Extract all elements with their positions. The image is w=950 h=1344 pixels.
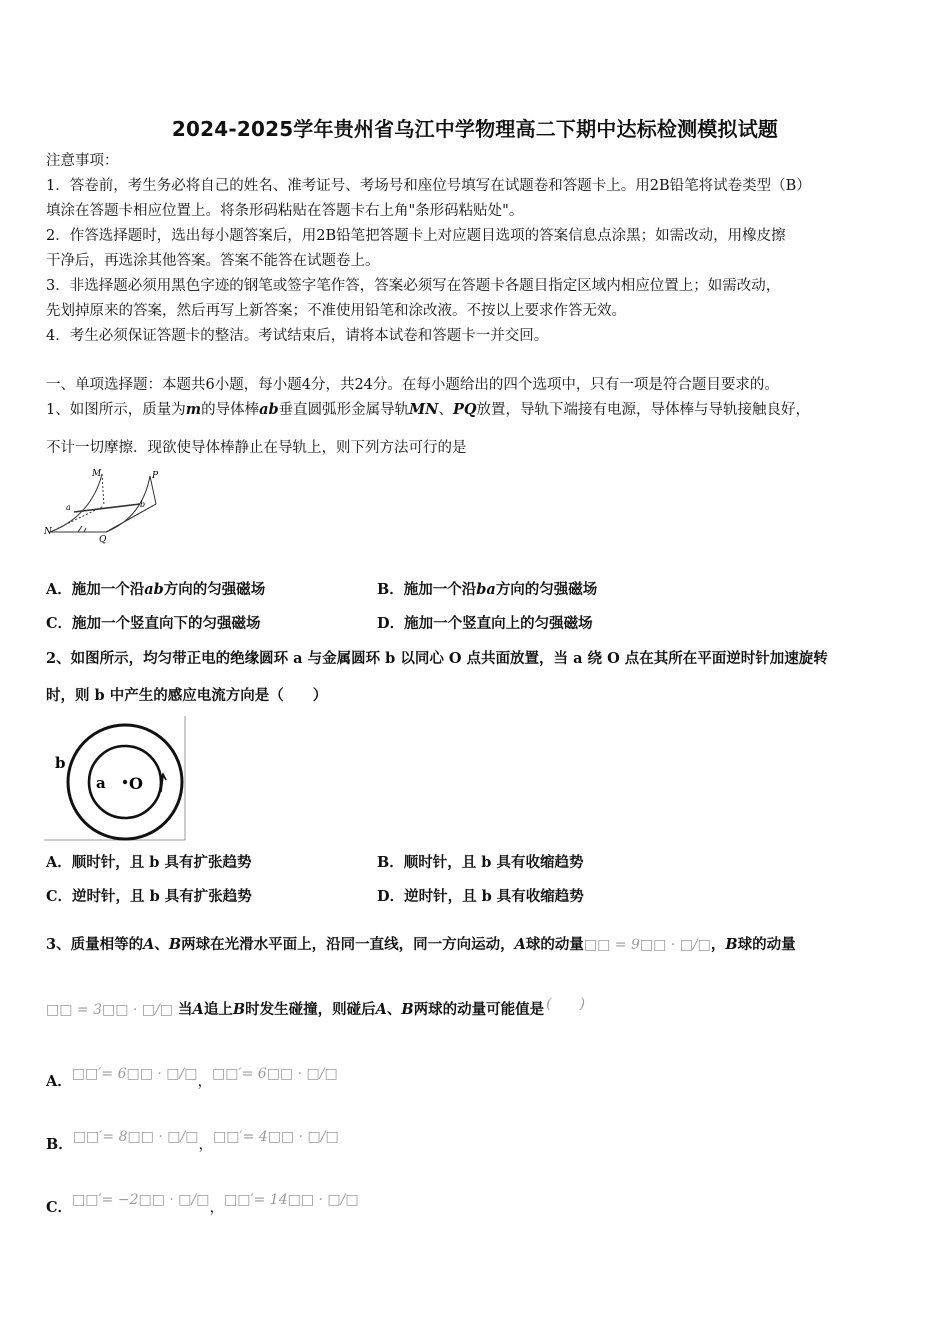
q3-option-c[interactable]	[46, 1192, 359, 1218]
page-title: 2024-2025学年贵州省乌江中学物理高二下期中达标检测模拟试题	[171, 117, 779, 141]
q3-option-a[interactable]	[46, 1066, 338, 1092]
q1-stem-line2: 不计一切摩擦．现欲使导体棒静止在导轨上，则下列方法可行的是	[46, 440, 467, 456]
q2-option-b[interactable]: B．顺时针，且 b 具有收缩趋势	[377, 854, 584, 871]
q3-var-b: B	[232, 1001, 246, 1018]
q3-text: 球的动量	[525, 936, 584, 953]
q3-text: ，	[710, 936, 726, 953]
q3-option-label: B．	[46, 1136, 73, 1153]
notice-line: 2．作答选择题时，选出每小题答案后，用2B铅笔把答题卡上对应题目选项的答案信息点涂黑；如需改动，用橡皮擦	[46, 228, 786, 244]
q1-text: 的导体棒	[201, 402, 260, 418]
q3-stem-line1	[46, 935, 796, 955]
q3-text: 两球的动量可能值是	[413, 1001, 545, 1018]
q3-stem-line2	[46, 996, 586, 1020]
notice-line: 3．非选择题必须用黑色字迹的钢笔或签字笔作答，答案必须写在答题卡各题目指定区域内相应位置上；如需改动，	[46, 278, 781, 294]
q2-label-b: b	[55, 754, 66, 772]
q3-option-formula: □□′= 8□□ · □/□	[72, 1129, 199, 1145]
q1-label-p: P	[152, 471, 159, 481]
q1-option-text: B．施加一个沿	[377, 581, 477, 598]
q3-text: ，	[209, 1200, 224, 1216]
q1-label-m: M	[92, 469, 102, 479]
q1-var-mn: MN	[409, 401, 439, 418]
notice-line: 干净后，再选涂其他答案。答案不能答在试题卷上。	[46, 253, 380, 269]
q3-var-b: B	[725, 936, 738, 953]
q2-option-d[interactable]: D．逆时针，且 b 具有收缩趋势	[377, 888, 584, 905]
q1-label-a: a	[66, 503, 71, 512]
q1-text: 、	[438, 402, 453, 418]
q2-stem-line2: 时，则 b 中产生的感应电流方向是（ ）	[46, 687, 328, 704]
q3-text: 两球在光滑水平面上，沿同一直线，同一方向运动，	[181, 936, 515, 953]
notice-heading: 注意事项：	[46, 153, 119, 169]
q1-option-text: 方向的匀强磁场	[495, 581, 598, 598]
q1-text: 放置，导轨下端接有电源，导体棒与导轨接触良好，	[476, 402, 810, 418]
q1-label-n: N	[44, 527, 52, 537]
q2-option-c[interactable]: C．逆时针，且 b 具有扩张趋势	[46, 888, 252, 905]
q1-rail-figure	[44, 466, 170, 546]
q3-var-b: B	[168, 936, 182, 953]
q3-text: 时发生碰撞，则碰后	[245, 1001, 376, 1018]
q3-option-formula: □□′= −2□□ · □/□	[72, 1192, 210, 1208]
notice-line: 1．答卷前，考生务必将自己的姓名、准考证号、考场号和座位号填写在试题卷和答题卡上。用2B铅笔将试卷类型（B）	[46, 178, 811, 194]
q1-option-text: 方向的匀强磁场	[163, 581, 266, 598]
q1-var-m: m	[185, 401, 202, 418]
q1-option-b[interactable]	[377, 580, 597, 600]
q3-text: ，	[197, 1074, 212, 1090]
q1-option-text: A．施加一个沿	[46, 581, 145, 598]
q2-option-a[interactable]: A．顺时针，且 b 具有扩张趋势	[46, 854, 252, 871]
q1-label-q: Q	[99, 535, 107, 545]
q1-option-var: ba	[476, 581, 496, 598]
q3-option-formula: □□′= 6□□ · □/□	[71, 1066, 198, 1082]
q1-option-d[interactable]: D．施加一个竖直向上的匀强磁场	[377, 615, 593, 632]
q1-label-b: b	[140, 500, 146, 509]
q3-text: 追上	[203, 1001, 233, 1018]
q3-text: 当	[178, 1001, 193, 1018]
q3-var-a: A	[375, 1001, 387, 1018]
notice-line: 填涂在答题卡相应位置上。将条形码粘贴在答题卡右上角"条形码粘贴处"。	[46, 203, 524, 219]
q3-formula-pa: □□ = 9□□ · □/□	[583, 937, 711, 953]
q2-label-o: O	[129, 774, 143, 793]
q1-text: 1、如图所示，质量为	[46, 402, 186, 418]
q3-var-a: A	[192, 1001, 204, 1018]
q3-text: 3、质量相等的	[46, 936, 144, 953]
q1-option-var: ab	[144, 581, 164, 598]
q3-option-formula: □□′= 14□□ · □/□	[223, 1192, 359, 1208]
section-heading: 一、单项选择题：本题共6小题，每小题4分，共24分。在每小题给出的四个选项中，只有一项是符合题目要求的。	[46, 377, 779, 393]
q3-paren: ( )	[546, 996, 586, 1012]
q3-option-label: A．	[46, 1073, 72, 1090]
q3-text: 球的动量	[737, 936, 796, 953]
q1-var-pq: PQ	[452, 401, 477, 418]
q3-formula-pb: □□ = 3□□ · □/□	[46, 1002, 173, 1018]
q3-option-formula: □□′= 6□□ · □/□	[211, 1066, 338, 1082]
q2-label-a: a	[96, 774, 106, 792]
q3-text: 、	[154, 936, 169, 953]
q1-option-a[interactable]	[46, 580, 265, 600]
q3-var-b: B	[401, 1001, 414, 1018]
q3-var-a: A	[143, 936, 155, 953]
q2-ring-figure	[44, 716, 188, 842]
q1-var-ab: ab	[259, 401, 279, 418]
q3-option-formula: □□′= 4□□ · □/□	[212, 1129, 339, 1145]
q1-option-c[interactable]: C．施加一个竖直向下的匀强磁场	[46, 615, 261, 632]
q3-var-a: A	[514, 936, 526, 953]
q1-text: 垂直圆弧形金属导轨	[278, 402, 410, 418]
notice-line: 先划掉原来的答案，然后再写上新答案；不准使用铅笔和涂改液。不按以上要求作答无效。	[46, 303, 626, 319]
q3-option-label: C．	[46, 1199, 73, 1216]
notice-line: 4．考生必须保证答题卡的整洁。考试结束后，请将本试卷和答题卡一并交回。	[46, 328, 549, 344]
q3-text: ，	[198, 1137, 213, 1153]
q3-text: 、	[386, 1001, 402, 1018]
q2-stem-line1: 2、如图所示，均匀带正电的绝缘圆环 a 与金属圆环 b 以同心 O 点共面放置，当 a 绕 O 点在其所在平面逆时针加速旋转	[46, 650, 828, 667]
q3-option-b[interactable]	[46, 1129, 339, 1155]
q1-stem-line1	[46, 400, 810, 420]
